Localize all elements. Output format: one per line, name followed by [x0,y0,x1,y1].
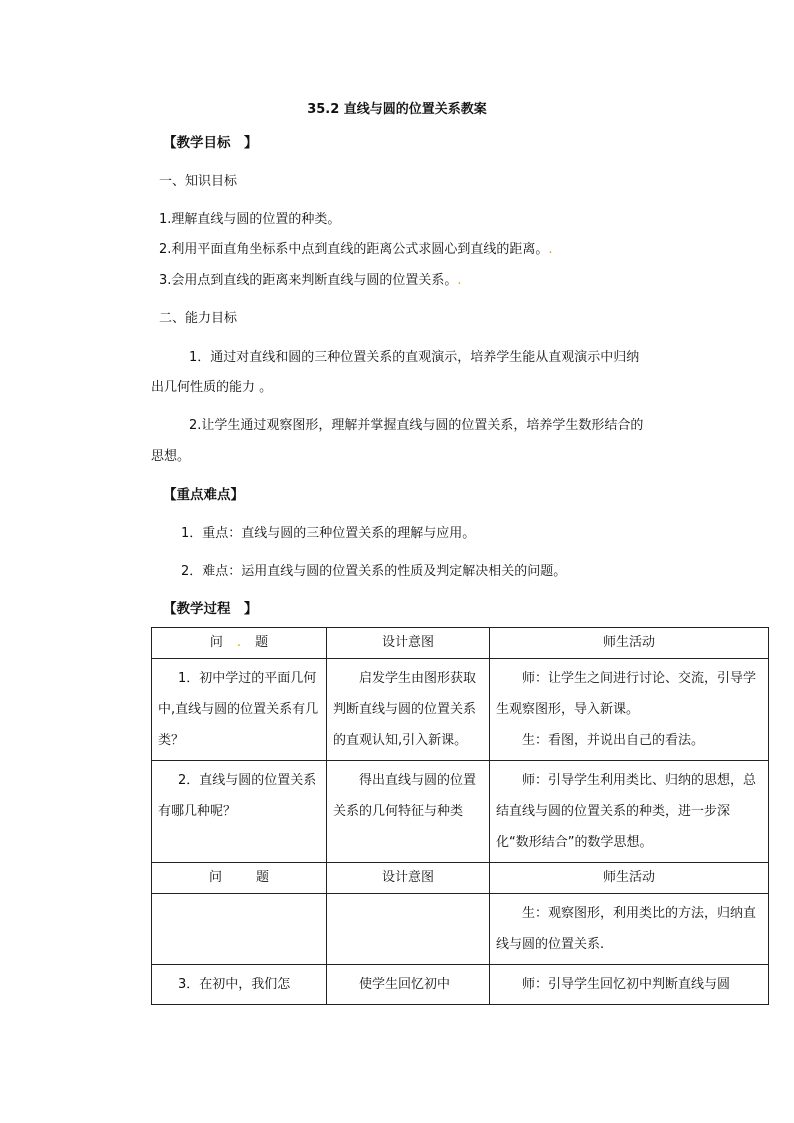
key-point-2: 2．难点：运用直线与圆的位置关系的性质及判定解决相关的问题。 [181,564,567,579]
cell-question [152,965,327,1005]
cell-question [152,659,327,761]
table-header-row [152,863,769,894]
ability-item-1-line-2: 出几何性质的能力 。 [151,380,273,395]
header-question-char-2: 题 [255,635,269,650]
activity-teacher [496,663,762,725]
activity-student-text: 生：看图，并说出自己的看法。 [522,733,705,748]
header-activity: 师生活动 [490,628,769,659]
section-heading-process: 【教学过程 】 [163,601,258,617]
cell-activity [490,894,769,965]
question-text: 2．直线与圆的位置关系有哪几种呢？ [158,773,317,819]
knowledge-item-2 [159,238,553,257]
activity-teacher-text: 师：让学生之间进行讨论、交流，引导学生观察图形，导入新课。 [496,671,757,717]
process-table [151,627,769,1005]
header-question [152,628,327,659]
header-question-char-1: 问 [208,870,222,885]
cell-question [152,761,327,863]
cell-activity [490,965,769,1005]
table-header-row [152,628,769,659]
intent-text: 启发学生由图形获取判断直线与圆的位置关系的直观认知,引入新课。 [333,671,477,748]
cell-activity [490,761,769,863]
table-row [152,894,769,965]
header-activity: 师生活动 [490,863,769,894]
knowledge-item-1: 1.理解直线与圆的位置的种类。 [159,212,341,227]
activity-student [496,725,762,756]
activity-text: 师：引导学生利用类比、归纳的思想，总结直线与圆的位置关系的种类，进一步深化“数形结合”的数学思想。 [496,773,757,850]
activity-text: 师：引导学生回忆初中判断直线与圆 [522,977,731,992]
cell-intent [327,894,490,965]
ability-item-1-line-1: 1．通过对直线和圆的三种位置关系的直观演示，培养学生能从直观演示中归纳 [189,350,640,365]
header-question-char-1: 问 [209,635,223,650]
table-row [152,965,769,1005]
header-question-char-2: 题 [256,870,270,885]
key-point-1: 1．重点：直线与圆的三种位置关系的理解与应用。 [181,526,476,541]
header-question [152,863,327,894]
section-heading-goals: 【教学目标 】 [163,135,258,151]
intent-text: 使学生回忆初中 [359,977,451,992]
cell-intent [327,761,490,863]
cell-question [152,894,327,965]
subheading-ability: 二、能力目标 [159,311,238,326]
header-intent: 设计意图 [327,863,490,894]
header-intent: 设计意图 [327,628,490,659]
knowledge-item-2-text: 2.利用平面直角坐标系中点到直线的距离公式求圆心到直线的距离。 [159,242,549,257]
ability-item-2-line-2: 思想。 [151,449,191,464]
cell-intent [327,659,490,761]
cell-activity [490,659,769,761]
stray-mark: . [236,635,242,650]
question-text: 3．在初中，我们怎 [178,977,291,992]
activity-text: 生：观察图形，利用类比的方法，归纳直线与圆的位置关系. [496,906,757,952]
page-title: 35.2 直线与圆的位置关系教案 [307,102,487,117]
section-heading-key: 【重点难点】 [163,487,244,503]
knowledge-item-3-text: 3.会用点到直线的距离来判断直线与圆的位置关系。 [159,273,458,288]
subheading-knowledge: 一、知识目标 [159,174,238,189]
intent-text: 得出直线与圆的位置关系的几何特征与种类 [333,773,477,819]
knowledge-item-3 [159,269,462,288]
stray-mark: . [457,273,462,288]
cell-intent [327,965,490,1005]
table-row [152,659,769,761]
stray-mark: . [548,242,553,257]
table-row [152,761,769,863]
question-text: 1．初中学过的平面几何中,直线与圆的位置关系有几类？ [158,671,319,748]
ability-item-2-line-1: 2.让学生通过观察图形，理解并掌握直线与圆的位置关系，培养学生数形结合的 [189,418,644,433]
